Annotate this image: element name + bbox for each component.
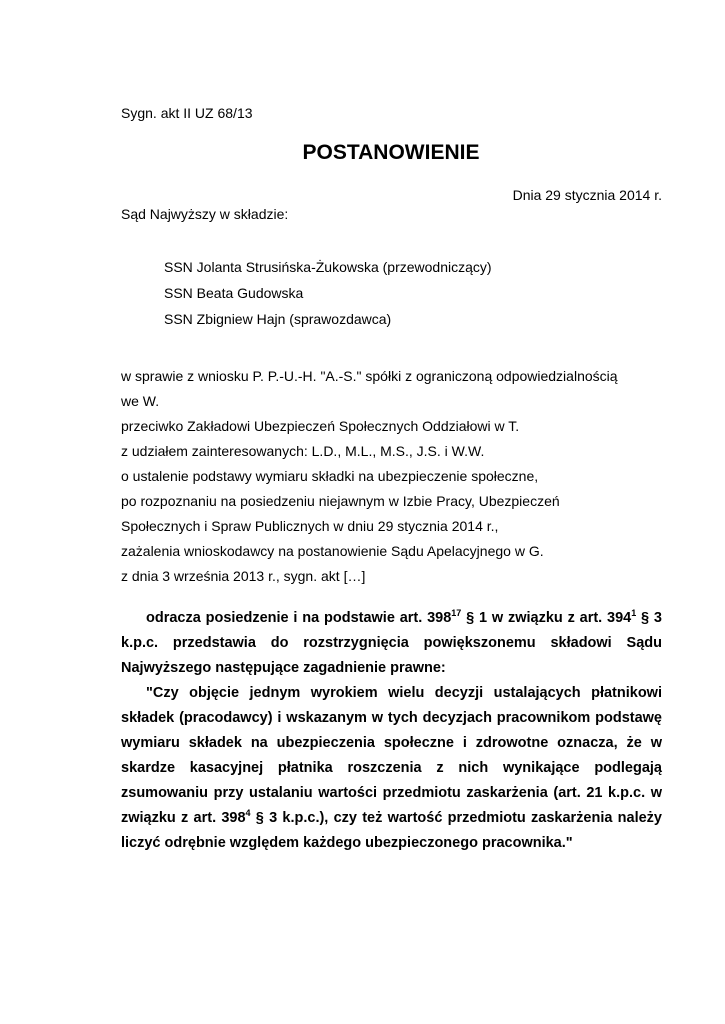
question-line: "Czy objęcie jednym wyrokiem wielu decyzji ustalających płatnikowi [146,685,662,701]
resolution-paragraph [121,606,662,681]
question-line: liczyć odrębnie względem każdego ubezpieczonego pracownika." [121,835,573,851]
question-line: składek (pracodawcy) i wskazanym w tych decyzjach pracownikom podstawę [121,710,662,726]
case-number: Sygn. akt II UZ 68/13 [121,105,253,121]
legal-question-paragraph [121,681,662,856]
case-description-line: Społecznych i Spraw Publicznych w dniu 29 stycznia 2014 r., [121,518,499,534]
question-line: wymiaru składek na ubezpieczenia społeczne i zdrowotne oznacza, że w [121,735,662,751]
resolution-line: odracza posiedzenie i na podstawie art. $398^{17}$ § 1 w związku z art. $394^1$ § 3 [146,608,662,626]
case-description-line: po rozpoznaniu na posiedzeniu niejawnym w Izbie Pracy, Ubezpieczeń [121,493,560,509]
case-description-line: w sprawie z wniosku P. P.-U.-H. "A.-S." spółki z ograniczoną odpowiedzialnością [121,368,618,384]
document-title: POSTANOWIENIE [302,141,480,164]
judge-rapporteur: SSN Zbigniew Hajn (sprawozdawca) [164,311,392,327]
case-description-line: zażalenia wnioskodawcy na postanowienie Sądu Apelacyjnego w G. [121,543,544,559]
case-description-line: przeciwko Zakładowi Ubezpieczeń Społecznych Oddziałowi w T. [121,418,520,434]
court-composition-label: Sąd Najwyższy w składzie: [121,206,289,222]
case-description-line: o ustalenie podstawy wymiaru składki na ubezpieczenie społeczne, [121,468,539,484]
case-description-line: we W. [121,393,160,409]
judge-presiding: SSN Jolanta Strusińska-Żukowska (przewodniczący) [164,259,492,275]
superscript: 17 [451,608,462,619]
resolution-line: Najwyższego następujące zagadnienie prawne: [121,660,446,676]
question-line: skardze kasacyjnej płatnika roszczenia z nich wynikające podlegają [121,760,662,776]
superscript: 4 [245,808,251,819]
judge-member: SSN Beata Gudowska [164,285,304,301]
case-description-line: z udziałem zainteresowanych: L.D., M.L., M.S., J.S. i W.W. [121,443,485,459]
resolution-line: k.p.c. przedstawia do rozstrzygnięcia powiększonemu składowi Sądu [121,635,662,651]
case-description-line: z dnia 3 września 2013 r., sygn. akt […] [121,568,366,584]
decision-date: Dnia 29 stycznia 2014 r. [512,187,662,203]
question-line: związku z art. $398^4$ § 3 k.p.c.), czy też wartość przedmiotu zaskarżenia należy [121,808,662,826]
question-line: zsumowaniu przy ustalaniu wartości przedmiotu zaskarżenia (art. 21 k.p.c. w [121,785,662,801]
superscript: 1 [631,608,637,619]
